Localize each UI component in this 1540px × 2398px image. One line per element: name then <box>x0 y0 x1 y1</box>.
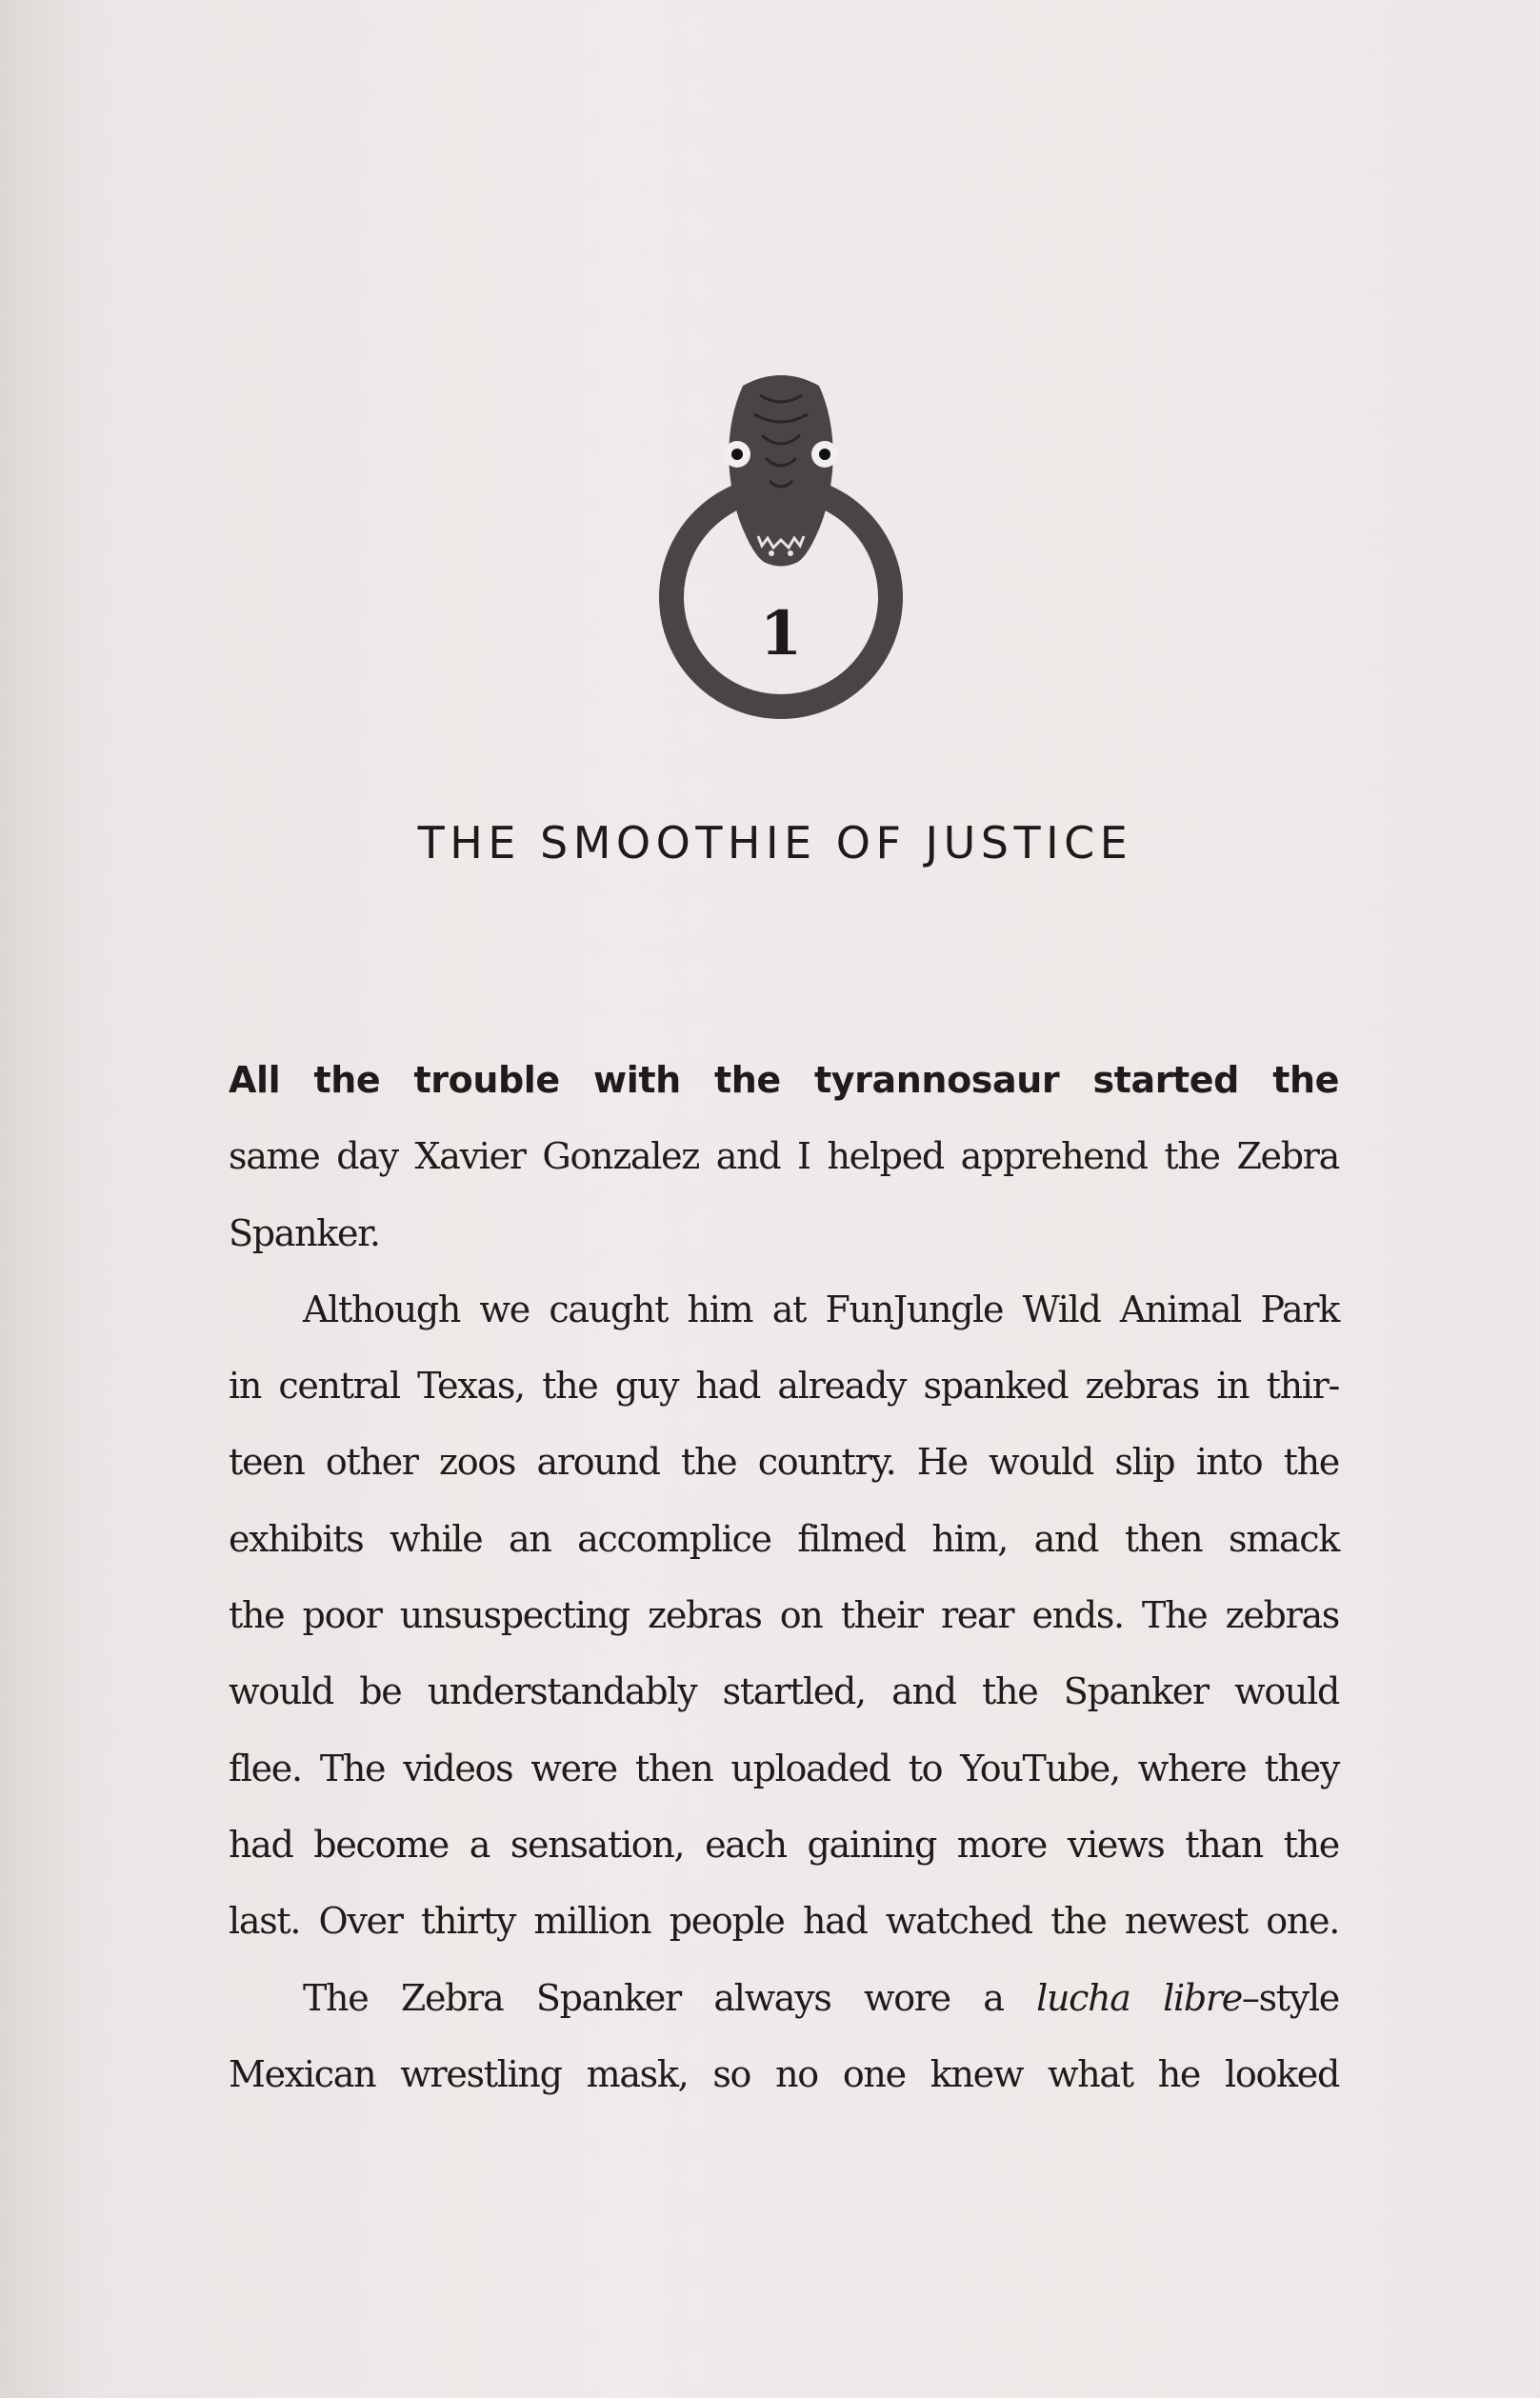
chapter-number: 1 <box>759 598 803 669</box>
text-line: teen other zoos around the country. He would slip into the <box>229 1441 1339 1484</box>
body-text <box>229 1042 1339 2112</box>
text-line: Although we caught him at FunJungle Wild Animal Park <box>303 1288 1339 1330</box>
text-line: flee. The videos were then uploaded to YouTube, where they <box>229 1747 1339 1789</box>
text-line: Spanker. <box>229 1211 380 1254</box>
text-line: exhibits while an accomplice filmed him, and then smack <box>229 1517 1339 1560</box>
tyrannosaur-head-ring-icon <box>655 367 907 723</box>
text-fragment: The Zebra Spanker always wore a <box>303 1976 1037 2019</box>
text-line: the poor unsuspecting zebras on their rear ends. The zebras <box>229 1594 1339 1637</box>
text-line: same day Xavier Gonzalez and I helped apprehend the Zebra <box>229 1135 1339 1178</box>
text-line: Mexican wrestling mask, so no one knew what he looked <box>229 2052 1339 2095</box>
text-line <box>229 1960 1339 2036</box>
text-line: last. Over thirty million people had watched the newest one. <box>229 1900 1339 1943</box>
chapter-title: THE SMOOTHIE OF JUSTICE <box>417 817 1133 869</box>
text-line: in central Texas, the guy had already spanked zebras in thir- <box>229 1365 1339 1408</box>
text-fragment: –style <box>1241 1976 1339 2019</box>
text-line: had become a sensation, each gaining more views than the <box>229 1823 1339 1866</box>
text-line: would be understandably startled, and the Spanker would <box>229 1670 1339 1713</box>
paragraph-lead-line: All the trouble with the tyrannosaur started the <box>229 1059 1339 1101</box>
italic-term: lucha libre <box>1036 1976 1242 2019</box>
